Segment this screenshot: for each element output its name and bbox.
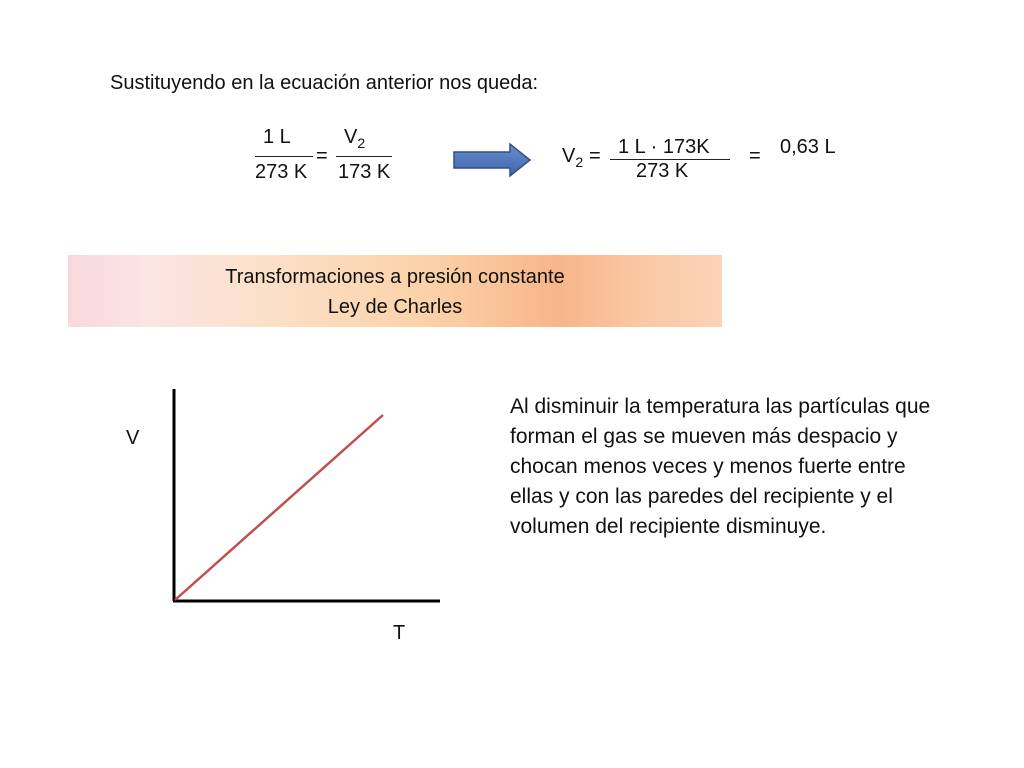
equals-sign: =	[316, 145, 328, 167]
fraction-right-bar	[336, 156, 392, 157]
y-axis-label: V	[126, 427, 140, 449]
fraction-denominator: 273 K	[636, 160, 689, 182]
explanation-text: Al disminuir la temperatura las partículas que forman el gas se mueven más despacio y chocan menos veces y menos fuerte entre ellas y con las paredes del recipiente y el volumen del recipiente disminuye.	[510, 395, 931, 538]
equals-sign: =	[589, 145, 601, 167]
graph-canvas	[165, 385, 445, 610]
banner-title: Transformaciones a presión constante	[225, 266, 565, 288]
fraction-right-denominator: 173 K	[338, 161, 391, 183]
v2-label	[562, 145, 583, 168]
fraction-left-denominator: 273 K	[255, 161, 308, 183]
title-banner	[68, 255, 722, 327]
v-symbol: V	[344, 126, 358, 148]
equals-sign: =	[749, 145, 761, 167]
result-value: 0,63 L	[780, 136, 836, 158]
proportional-line	[175, 415, 383, 600]
header-text: Sustituyendo en la ecuación anterior nos queda:	[110, 72, 539, 94]
fraction-left-numerator: 1 L	[263, 126, 291, 148]
fraction-left-bar	[255, 156, 313, 157]
subscript-2: 2	[575, 154, 584, 170]
v-symbol: V	[562, 145, 576, 167]
subscript-2: 2	[357, 135, 366, 151]
fraction-numerator: 1 L · 173K	[618, 136, 710, 158]
right-arrow-icon	[452, 142, 532, 178]
fraction-right-numerator	[344, 126, 365, 149]
banner-subtitle: Ley de Charles	[327, 296, 463, 318]
x-axis-label: T	[393, 622, 406, 644]
